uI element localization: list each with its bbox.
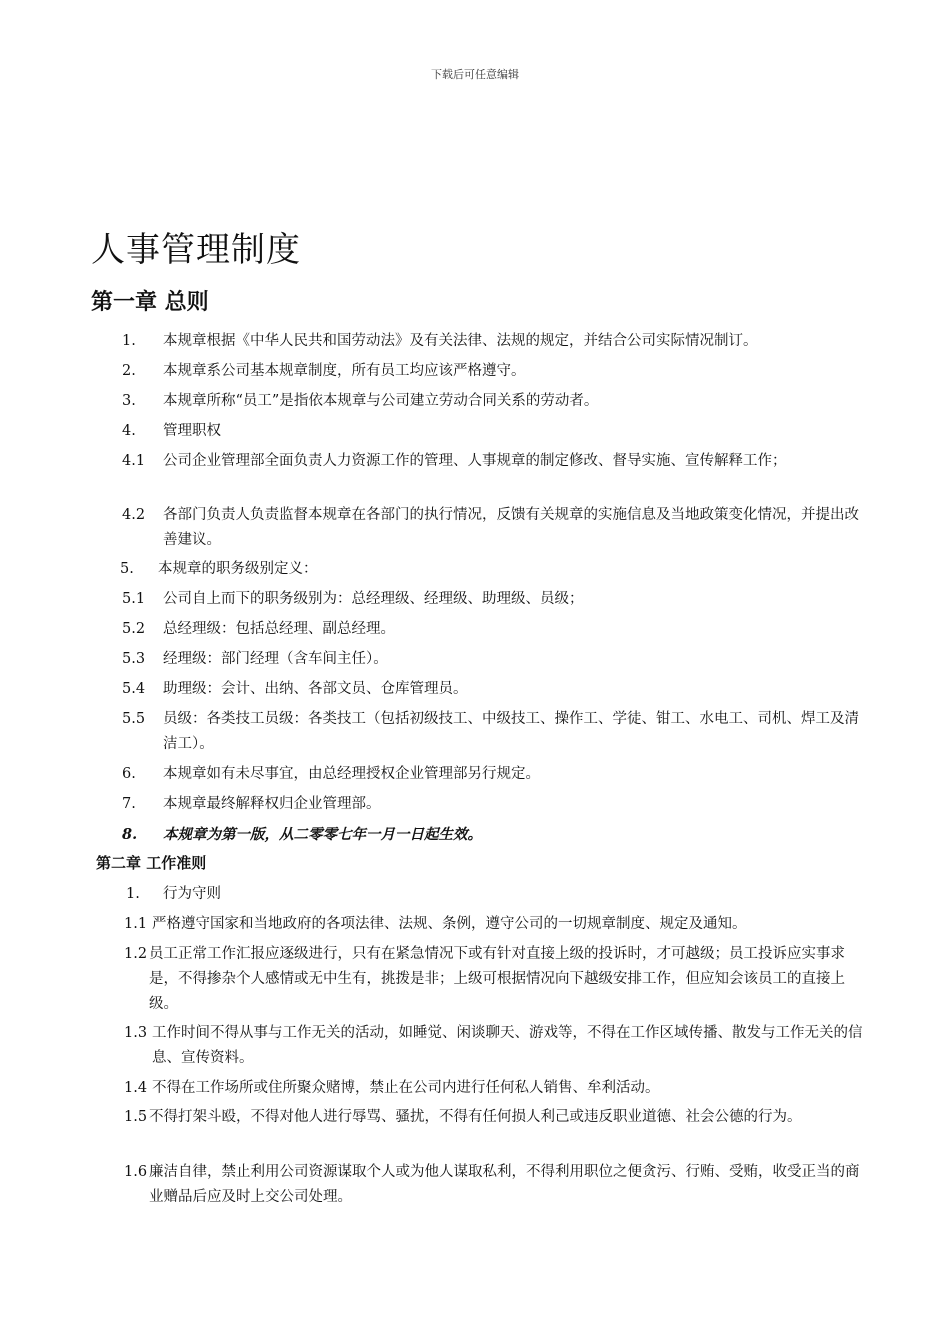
document-title: 人事管理制度 — [91, 230, 301, 270]
item-text: 本规章为第一版，从二零零七年一月一日起生效。 — [163, 826, 482, 843]
item-text: 公司自上而下的职务级别为：总经理级、经理级、助理级、员级； — [163, 591, 584, 607]
item-text: 严格遵守国家和当地政府的各项法律、法规、条例，遵守公司的一切规章制度、规定及通知。 — [152, 916, 747, 932]
page-header: 下载后可任意编辑 — [431, 68, 519, 81]
item-number: 5.1 — [122, 591, 146, 607]
item-text: 本规章所称“员工”是指依本规章与公司建立劳动合同关系的劳动者。 — [163, 393, 599, 409]
item-text: 管理职权 — [163, 423, 221, 439]
item-number: 5.3 — [122, 651, 146, 667]
item-text: 助理级：会计、出纳、各部文员、仓库管理员。 — [163, 681, 468, 697]
item-number: 6. — [122, 766, 136, 782]
item-number: 2. — [122, 363, 136, 379]
item-number: 1. — [122, 333, 136, 349]
item-text: 公司企业管理部全面负责人力资源工作的管理、人事规章的制定修改、督导实施、宣传解释工作； — [163, 453, 787, 469]
item-text: 员级：各类技工员级：各类技工（包括初级技工、中级技工、操作工、学徒、钳工、水电工、司机、焊工及清洁工）。 — [163, 711, 859, 752]
item-text: 行为守则 — [163, 886, 221, 902]
item-number: 1.2 — [124, 946, 148, 962]
item-text: 员工正常工作汇报应逐级进行，只有在紧急情况下或有针对直接上级的投诉时，才可越级；员工投诉应实事求是，不得掺杂个人感情或无中生有，挑拨是非；上级可根据情况向下越级安排工作，但应知会该员工的直接上级。 — [149, 946, 845, 1012]
item-number: 5.4 — [122, 681, 146, 697]
item-number: 1.5 — [124, 1109, 148, 1125]
item-number: 5.5 — [122, 711, 146, 727]
item-text: 本规章系公司基本规章制度，所有员工均应该严格遵守。 — [163, 363, 526, 379]
item-text: 总经理级：包括总经理、副总经理。 — [163, 621, 395, 637]
item-text: 不得打架斗殴，不得对他人进行辱骂、骚扰，不得有任何损人利己或违反职业道德、社会公德的行为。 — [149, 1109, 802, 1125]
item-number: 1.1 — [124, 916, 148, 932]
item-number: 4.1 — [122, 453, 146, 469]
item-number: 4.2 — [122, 507, 146, 523]
item-number: 3. — [122, 393, 136, 409]
chapter-2-heading: 第二章 工作准则 — [96, 854, 207, 872]
item-text: 廉洁自律，禁止利用公司资源谋取个人或为他人谋取私利，不得利用职位之便贪污、行贿、受贿，收受正当的商业赠品后应及时上交公司处理。 — [149, 1164, 860, 1205]
item-number: 5.2 — [122, 621, 146, 637]
chapter-1-heading: 第一章 总则 — [91, 290, 209, 315]
item-number: 1.3 — [124, 1025, 148, 1041]
item-number: 1.4 — [124, 1080, 148, 1096]
item-text: 本规章如有未尽事宜，由总经理授权企业管理部另行规定。 — [163, 766, 540, 782]
item-text: 不得在工作场所或住所聚众赌博，禁止在公司内进行任何私人销售、牟利活动。 — [152, 1080, 660, 1096]
item-text: 本规章根据《中华人民共和国劳动法》及有关法律、法规的规定，并结合公司实际情况制订。 — [163, 333, 758, 349]
item-number: 7. — [122, 796, 136, 812]
item-number: 4. — [122, 423, 136, 439]
item-number: 8. — [122, 826, 138, 843]
item-text: 本规章最终解释权归企业管理部。 — [163, 796, 381, 812]
item-text: 工作时间不得从事与工作无关的活动，如睡觉、闲谈聊天、游戏等，不得在工作区域传播、散发与工作无关的信息、宣传资料。 — [152, 1025, 863, 1066]
item-text: 经理级：部门经理（含车间主任）。 — [163, 651, 388, 667]
item-text: 各部门负责人负责监督本规章在各部门的执行情况，反馈有关规章的实施信息及当地政策变化情况，并提出改善建议。 — [163, 507, 859, 548]
item-number: 1. — [126, 886, 140, 902]
item-text: 本规章的职务级别定义： — [158, 561, 318, 577]
item-number: 5. — [120, 561, 134, 577]
item-number: 1.6 — [124, 1164, 148, 1180]
